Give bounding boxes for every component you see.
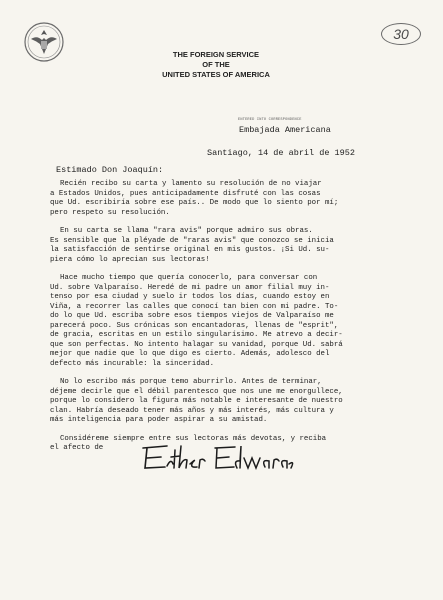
letterhead <box>150 50 282 80</box>
salutation: Estimado Don Joaquín: <box>56 165 164 175</box>
body-line: tenso por esa ciudad y suelo ir todos los días, cuando estoy en <box>50 293 330 301</box>
letterhead-line-2: OF THE <box>202 60 230 69</box>
great-seal-icon <box>23 21 65 63</box>
letter-body <box>50 180 400 463</box>
body-line: Recién recibo su carta y lamento su resolución de no viajar <box>60 180 322 188</box>
body-line: mejor que nadie que lo que digo es cierto. Además, adolesco del <box>50 350 330 358</box>
body-line: porque lo considero la figura más notable e interesante de nuestro <box>50 397 343 405</box>
body-line: Hace mucho tiempo que quería conocerlo, para conversar con <box>60 274 318 282</box>
body-line: de gracia, escritas en un estilo singularísimo. Me atrevo a decir- <box>50 331 343 339</box>
paragraph-3 <box>50 274 400 369</box>
embassy-name: Embajada Americana <box>239 125 331 135</box>
body-line: el afecto de <box>50 444 104 452</box>
handwritten-signature <box>137 440 297 478</box>
stamp-line: ENTERED INTO CORRESPONDENCE <box>238 118 302 122</box>
page-number: 30 <box>381 23 421 45</box>
dateline: Santiago, 14 de abril de 1952 <box>207 148 355 158</box>
body-line: la satisfacción de sentirse original en mis gustos. ¡Si Ud. su- <box>50 246 330 254</box>
body-line: pero respeto su resolución. <box>50 208 170 217</box>
paragraph-4 <box>50 378 400 426</box>
body-line: No lo escribo más porque temo aburrirlo. Antes de terminar, <box>60 378 322 386</box>
body-line: que son perfectas. No intento halagar su vanidad, porque Ud. sabrá <box>50 340 343 349</box>
paragraph-1 <box>50 180 400 218</box>
body-line: Es sensible que la pléyade de "raras avis" que conozco se inicia <box>50 236 334 245</box>
body-line: Ud. sobre Valparaíso. Heredé de mi padre un amor filial muy in- <box>50 283 330 292</box>
body-line: do lo que Ud. escriba sobre esos tiempos viejos de Valparaíso me <box>50 312 334 320</box>
body-line: clan. Habría deseado tener más años y más interés, más cultura y <box>50 406 334 415</box>
body-line: defecto más incurable: la sinceridad. <box>50 359 215 368</box>
letterhead-line-1: THE FOREIGN SERVICE <box>172 50 260 59</box>
body-line: En su carta se llama "rara avis" porque admiro sus obras. <box>60 227 313 235</box>
body-line: piera cómo lo aprecian sus lectoras! <box>50 255 210 264</box>
body-line: que Ud. escribiría sobre ese país.. De modo que lo siento por mí; <box>50 199 339 207</box>
body-line: Considéreme siempre entre sus lectoras más devotas, y reciba <box>60 434 327 443</box>
body-line: parecerá poco. Sus crónicas son encantadoras, llenas de "esprit", <box>50 321 339 330</box>
paragraph-2 <box>50 227 400 265</box>
body-line: Viña, a recorrer las calles que conocí tan bien con mi padre. To- <box>50 302 339 311</box>
body-line: más inteligencia para poder aspirar a su amistad. <box>50 416 268 424</box>
body-line: a Estados Unidos, pues anticipadamente disfruté con las cosas <box>50 189 321 198</box>
letterhead-line-3: UNITED STATES OF AMERICA <box>162 70 270 79</box>
body-line: déjeme decirle que el débil parentesco que nos une me enorgullece, <box>50 387 343 396</box>
